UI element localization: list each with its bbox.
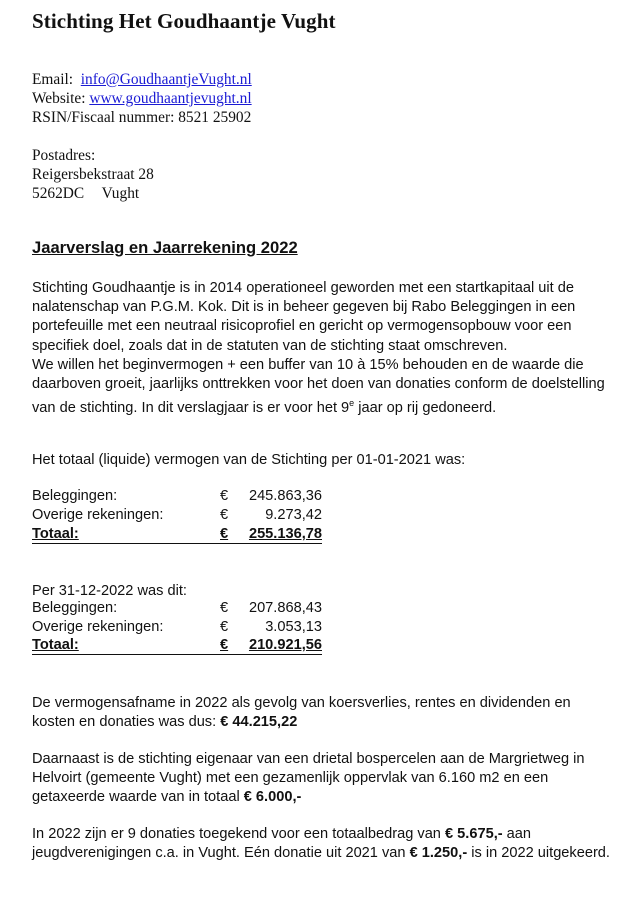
capital-2022-row [32,619,322,638]
intro-text-1: Stichting Goudhaantje is in 2014 operationeel geworden met een startkapitaal uit de nalatenschap van P.G.M. Kok. Dit is in beheer gegeven bij Rabo Beleggingen in een portefeuille met een neutraal risicoprofiel en gericht op vermogensopbouw voor een specifiek doel, zoals dat in de statuten van de stichting staat omschreven. [32,280,576,354]
currency-symbol: € [220,637,229,653]
row-value: 9.273,42 [265,507,322,523]
row-label: Overige rekeningen: [32,619,164,635]
land-paragraph [32,750,614,808]
website-line [32,89,252,108]
currency-symbol: € [220,526,229,542]
email-label: Email: [32,71,74,88]
website-label: Website: [32,90,86,107]
report-heading: Jaarverslag en Jaarrekening 2022 [32,238,298,257]
decrease-amount: € 44.215,22 [220,714,298,731]
currency-symbol: € [220,488,229,504]
address-city: Vught [101,185,140,202]
capital-2022-row [32,600,322,619]
rsin-label: RSIN/Fiscaal nummer: [32,109,175,126]
total-value: 210.921,56 [248,637,322,653]
page-title: Stichting Het Goudhaantje Vught [32,9,336,33]
donations-text-c: is in 2022 uitgekeerd. [471,845,610,862]
row-value: 207.868,43 [248,600,322,616]
address-postcode: 5262DC [32,185,85,202]
total-label: Totaal: [32,637,79,653]
donations-amount-b: € 1.250,- [409,845,468,862]
row-label: Beleggingen: [32,488,118,504]
total-underline [32,654,322,655]
land-amount: € 6.000,- [243,789,302,806]
land-text: Daarnaast is de stichting eigenaar van een drietal bospercelen aan de Margrietweg in Helvoirt (gemeente Vught) met een gezamenlijk oppervlak van 6.160 m2 en een getaxeerde waarde van in totaal [32,751,585,806]
website-link[interactable]: www.goudhaantjevught.nl [89,90,252,107]
currency-symbol: € [220,507,229,523]
email-line [32,70,252,89]
decrease-text: De vermogensafname in 2022 als gevolg van koersverlies, rentes en dividenden en kosten en donaties was dus: [32,695,571,731]
row-value: 245.863,36 [248,488,322,504]
total-label: Totaal: [32,526,79,542]
donations-text-b: aan jeugdverenigingen c.a. in Vught. Eén donatie uit 2021 van [32,826,532,862]
intro-text-2: We willen het beginvermogen + een buffer van 10 à 15% behouden en de waarde die daarboven groeit, jaarlijks onttrekken voor het doen van donaties conform de doelstelling van de stichting. In dit verslagjaar is er voor het 9e jaar op rij gedoneerd. [32,356,605,417]
capital-2021-intro: Het totaal (liquide) vermogen van de Stichting per 01-01-2021 was: [32,452,466,468]
currency-symbol: € [220,600,229,616]
decrease-paragraph [32,694,614,732]
donations-amount-a: € 5.675,- [445,826,503,842]
capital-2022-total [32,637,322,656]
donations-paragraph [32,825,614,863]
capital-2021-total [32,526,322,545]
address-city-line [32,184,139,203]
total-value: 255.136,78 [248,526,322,542]
currency-symbol: € [220,619,229,635]
row-label: Overige rekeningen: [32,507,164,523]
capital-2021-row [32,488,322,507]
row-value: 3.053,13 [265,619,322,635]
email-link[interactable]: info@GoudhaantjeVught.nl [80,71,252,88]
intro-paragraph [32,279,614,418]
address-label: Postadres: [32,147,96,164]
capital-2022-intro: Per 31-12-2022 was dit: [32,583,187,599]
address-street: Reigersbekstraat 28 [32,166,154,183]
rsin-number: 8521 25902 [178,109,252,126]
total-underline [32,543,322,544]
row-label: Beleggingen: [32,600,118,616]
donations-text-a: In 2022 zijn er 9 donaties toegekend voor een totaalbedrag van [32,826,441,842]
rsin-line [32,108,251,127]
capital-2021-row [32,507,322,526]
